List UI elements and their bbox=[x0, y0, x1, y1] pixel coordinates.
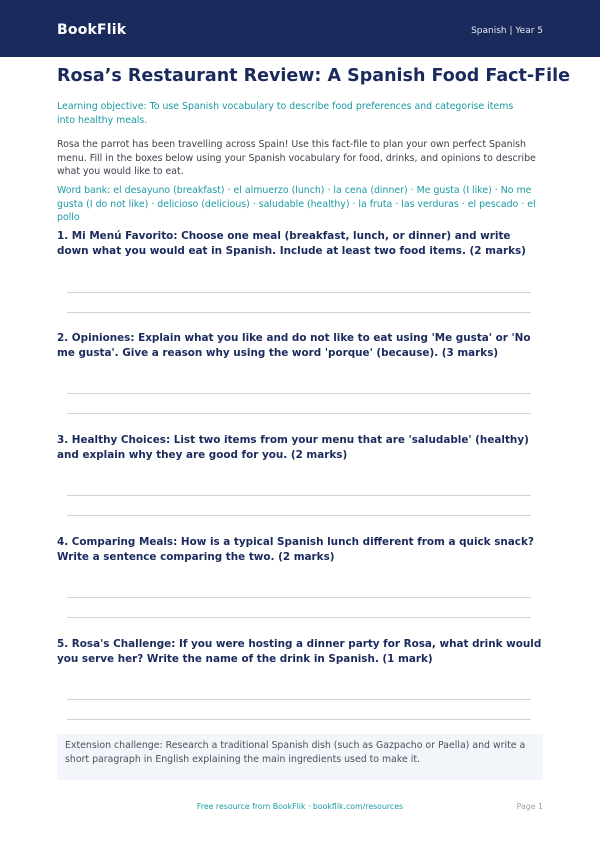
answer-line[interactable] bbox=[67, 393, 531, 394]
brand-logo[interactable]: BookFlik bbox=[57, 22, 127, 38]
answer-line[interactable] bbox=[67, 495, 531, 496]
subject-year-label: Spanish | Year 5 bbox=[471, 26, 543, 36]
answer-line[interactable] bbox=[67, 617, 531, 618]
answer-line[interactable] bbox=[67, 292, 531, 293]
intro-paragraph: Rosa the parrot has been travelling across Spain! Use this fact-file to plan your own perfect Spanish menu. Fill in the boxes below using your Spanish vocabulary for food, drinks, and opinions to describe what you would like to eat. bbox=[57, 139, 536, 177]
page-header bbox=[0, 0, 600, 57]
question-1: 1. Mi Menú Favorito: Choose one meal (breakfast, lunch, or dinner) and write down what you would eat in Spanish. Include at least two food items. (2 marks) bbox=[57, 230, 526, 257]
question-2: 2. Opiniones: Explain what you like and do not like to eat using 'Me gusta' or 'No me gusta'. Give a reason why using the word 'porque' (because). (3 marks) bbox=[57, 332, 531, 359]
footer-resource-link[interactable]: Free resource from BookFlik · bookflik.com/resources bbox=[196, 802, 404, 811]
answer-line[interactable] bbox=[67, 719, 531, 720]
answer-line[interactable] bbox=[67, 413, 531, 414]
word-bank: Word bank: el desayuno (breakfast) · el almuerzo (lunch) · la cena (dinner) · Me gusta (I like) · No me gusta (I do not like) · delicioso (delicious) · saludable (healthy) · la fruta · las verduras · el pescado · el pollo bbox=[57, 185, 536, 223]
page-number: Page 1 bbox=[516, 802, 543, 811]
answer-line[interactable] bbox=[67, 515, 531, 516]
page-title: Rosa’s Restaurant Review: A Spanish Food Fact-File bbox=[57, 66, 570, 86]
extension-challenge-text: Extension challenge: Research a traditional Spanish dish (such as Gazpacho or Paella) and write a short paragraph in English explaining the main ingredients used to make it. bbox=[65, 740, 526, 765]
question-3: 3. Healthy Choices: List two items from your menu that are 'saludable' (healthy) and explain why they are good for you. (2 marks) bbox=[57, 434, 529, 461]
answer-line[interactable] bbox=[67, 699, 531, 700]
extension-challenge-box bbox=[57, 734, 543, 780]
learning-objective: Learning objective: To use Spanish vocabulary to describe food preferences and categorise items into healthy meals. bbox=[57, 101, 514, 126]
answer-line[interactable] bbox=[67, 312, 531, 313]
question-4: 4. Comparing Meals: How is a typical Spanish lunch different from a quick snack? Write a sentence comparing the two. (2 marks) bbox=[57, 536, 534, 563]
answer-line[interactable] bbox=[67, 597, 531, 598]
question-5: 5. Rosa's Challenge: If you were hosting a dinner party for Rosa, what drink would you serve her? Write the name of the drink in Spanish. (1 mark) bbox=[57, 638, 542, 665]
